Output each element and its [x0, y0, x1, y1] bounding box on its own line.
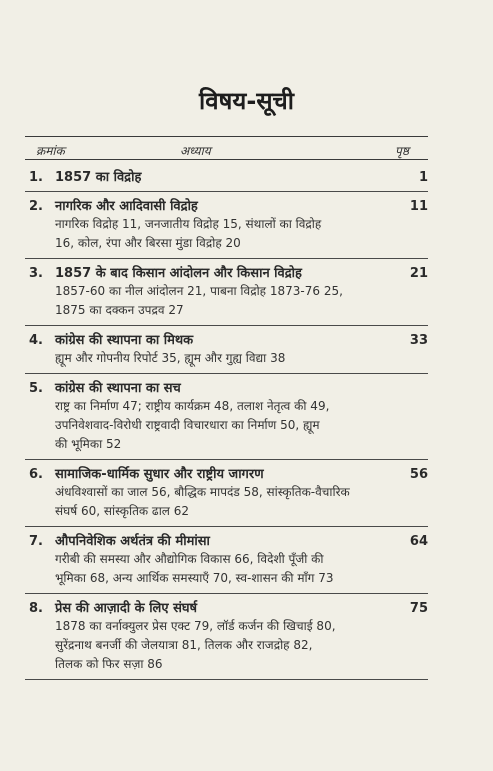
chapter-title: सामाजिक-धार्मिक सुधार और राष्ट्रीय जागरण	[55, 467, 264, 482]
chapter-subtopics: गरीबी की समस्या और औद्योगिक विकास 66, विदेशी पूँजी की	[55, 552, 324, 566]
chapter-number: 2.	[29, 199, 43, 214]
chapter-title: नागरिक और आदिवासी विद्रोह	[55, 199, 198, 214]
header-top-rule	[25, 136, 428, 137]
chapter-title: कांग्रेस की स्थापना का सच	[55, 381, 181, 396]
chapter-number: 6.	[29, 467, 43, 482]
toc-entry-heading	[25, 378, 428, 396]
toc-entry-heading	[25, 167, 428, 185]
chapter-subtopics: की भूमिका 52	[55, 437, 122, 451]
chapter-subtopics: ह्यूम और गोपनीय रिपोर्ट 35, ह्यूम और गुह्य विद्या 38	[55, 351, 286, 365]
chapter-number: 4.	[29, 333, 43, 348]
header-bottom-rule	[25, 159, 428, 160]
chapter-subtopics: 1875 का दक्कन उपद्रव 27	[55, 303, 184, 317]
chapter-number: 8.	[29, 601, 43, 616]
chapter-subtopics: तिलक को फिर सज़ा 86	[55, 657, 163, 671]
toc-entry-heading	[25, 598, 428, 616]
chapter-title: प्रेस की आज़ादी के लिए संघर्ष	[55, 601, 198, 616]
chapter-title: 1857 का विद्रोह	[55, 170, 142, 185]
chapter-title: 1857 के बाद किसान आंदोलन और किसान विद्रोह	[55, 266, 302, 281]
toc-entry	[25, 163, 428, 192]
toc-entry	[25, 259, 428, 326]
chapter-number: 3.	[29, 266, 43, 281]
header-page: पृष्ठ	[395, 144, 409, 158]
toc-entry	[25, 594, 428, 680]
chapter-subtopics: 1878 का वर्नाक्युलर प्रेस एक्ट 79, लॉर्ड कर्जन की खिचाई 80,	[55, 619, 336, 633]
toc-entry	[25, 192, 428, 259]
toc-entry	[25, 527, 428, 594]
toc-entry	[25, 326, 428, 374]
chapter-page: 56	[409, 467, 428, 482]
chapter-subtopics: 1857-60 का नील आंदोलन 21, पाबना विद्रोह 1873-76 25,	[55, 284, 343, 298]
toc-entry-heading	[25, 263, 428, 281]
chapter-title: औपनिवेशिक अर्थतंत्र की मीमांसा	[55, 534, 210, 549]
chapter-page: 21	[409, 266, 428, 281]
page-title: विषय-सूची	[199, 87, 294, 115]
chapter-subtopics: सुरेंद्रनाथ बनर्जी की जेलयात्रा 81, तिलक और राजद्रोह 82,	[55, 638, 313, 652]
toc-entry-heading	[25, 330, 428, 348]
chapter-number: 7.	[29, 534, 43, 549]
chapter-subtopics: संघर्ष 60, सांस्कृतिक ढाल 62	[55, 504, 190, 518]
toc-entry-heading	[25, 464, 428, 482]
chapter-title: कांग्रेस की स्थापना का मिथक	[55, 333, 194, 348]
chapter-subtopics: भूमिका 68, अन्य आर्थिक समस्याएँ 70, स्व-शासन की माँग 73	[55, 571, 334, 585]
toc-entry-heading	[25, 196, 428, 214]
chapter-page: 64	[409, 534, 428, 549]
chapter-subtopics: राष्ट्र का निर्माण 47; राष्ट्रीय कार्यक्रम 48, तलाश नेतृत्व की 49,	[55, 399, 330, 413]
chapter-subtopics: अंधविश्वासों का जाल 56, बौद्धिक मापदंड 58, सांस्कृतिक-वैचारिक	[55, 485, 350, 499]
chapter-number: 5.	[29, 381, 43, 396]
chapter-page: 33	[409, 333, 428, 348]
header-serial: क्रमांक	[36, 144, 65, 158]
toc-entry	[25, 374, 428, 460]
toc-entry-heading	[25, 531, 428, 549]
chapter-page: 75	[409, 601, 428, 616]
header-chapter: अध्याय	[180, 144, 211, 158]
chapter-page: 1	[418, 170, 428, 185]
chapter-number: 1.	[29, 170, 43, 185]
chapter-subtopics: नागरिक विद्रोह 11, जनजातीय विद्रोह 15, संथालों का विद्रोह	[55, 217, 322, 231]
chapter-page: 11	[409, 199, 428, 214]
chapter-subtopics: 16, कोल, रंपा और बिरसा मुंडा विद्रोह 20	[55, 236, 241, 250]
chapter-subtopics: उपनिवेशवाद-विरोधी राष्ट्रवादी विचारधारा का निर्माण 50, ह्यूम	[55, 418, 320, 432]
toc-entry	[25, 460, 428, 527]
toc-list	[25, 163, 428, 680]
